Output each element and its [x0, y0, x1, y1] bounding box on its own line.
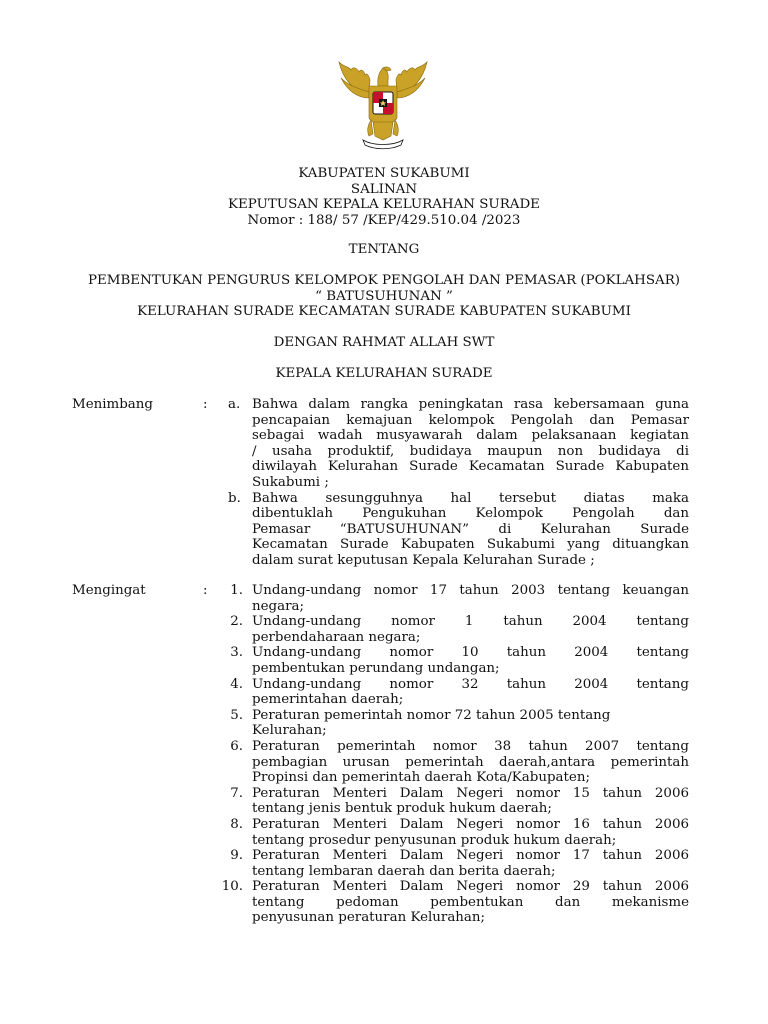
item-text — [252, 645, 689, 676]
item-text — [252, 786, 689, 817]
item-text — [252, 848, 689, 879]
text-line: pembentukan perundang undangan; — [252, 660, 500, 676]
item-marker: 1. — [230, 583, 243, 598]
text-line: pembagian urusan pemerintah daerah,antara pemerintah — [252, 754, 689, 770]
text-line: / usaha produktif, budidaya maupun non budidaya di — [252, 443, 689, 459]
text-line: pencapaian kemajuan kelompok Pengolah dan Pemasar — [252, 412, 689, 428]
item-text — [252, 817, 689, 848]
list-item — [0, 583, 768, 614]
text-line: dalam surat keputusan Kepala Kelurahan Surade ; — [252, 552, 595, 568]
text-line: tentang lembaran daerah dan berita daerah; — [252, 863, 556, 879]
kepala-heading: KEPALA KELURAHAN SURADE — [275, 366, 493, 381]
list-item — [0, 739, 768, 786]
text-line: pemerintahan daerah; — [252, 692, 404, 708]
header-decision-title: KEPUTUSAN KEPALA KELURAHAN SURADE — [228, 197, 540, 213]
item-text — [252, 583, 689, 614]
section-label: Menimbang — [72, 397, 153, 412]
text-line: negara; — [252, 598, 304, 614]
subject-line: “ BATUSUHUNAN ” — [315, 288, 453, 304]
text-line: Peraturan Menteri Dalam Negeri nomor 29 tahun 2006 — [252, 879, 689, 895]
text-line: tentang prosedur penyusunan produk hukum daerah; — [252, 832, 617, 848]
text-line: dibentuklah Pengukuhan Kelompok Pengolah dan — [252, 506, 689, 522]
item-marker: 4. — [230, 676, 243, 692]
list-item — [0, 879, 768, 926]
header-regency: KABUPATEN SUKABUMI — [298, 166, 470, 181]
list-item — [0, 817, 768, 848]
item-marker: a. — [228, 397, 241, 412]
item-text — [252, 739, 689, 786]
list-item — [0, 491, 768, 569]
text-line: tentang jenis bentuk produk hukum daerah; — [252, 801, 552, 817]
subject-line: KELURAHAN SURADE KECAMATAN SURADE KABUPATEN SUKABUMI — [137, 304, 631, 320]
item-text — [252, 677, 689, 708]
mengingat-section — [0, 583, 768, 926]
item-marker: 7. — [230, 785, 243, 801]
item-marker: 9. — [230, 848, 243, 864]
text-line: Peraturan pemerintah nomor 38 tahun 2007 tentang — [252, 738, 689, 754]
text-line: Pemasar “BATUSUHUNAN” di Kelurahan Surade — [252, 521, 689, 537]
list-item — [0, 848, 768, 879]
item-marker: 6. — [230, 738, 243, 754]
text-line: Undang-undang nomor 1 tahun 2004 tentang — [252, 614, 689, 630]
document-header — [0, 166, 768, 228]
text-line: Kecamatan Surade Kabupaten Sukabumi yang dituangkan — [252, 537, 689, 553]
item-text — [252, 879, 689, 926]
list-item — [0, 614, 768, 645]
text-line: tentang pedoman pembentukan dan mekanisme — [252, 894, 689, 910]
text-line: penyusunan peraturan Kelurahan; — [252, 910, 486, 926]
text-line: Undang-undang nomor 32 tahun 2004 tentang — [252, 676, 689, 692]
item-text — [252, 397, 689, 491]
text-line: diwilayah Kelurahan Surade Kecamatan Surade Kabupaten — [252, 459, 689, 475]
list-item — [0, 786, 768, 817]
item-marker: 2. — [230, 614, 243, 630]
list-item — [0, 677, 768, 708]
list-item — [0, 645, 768, 676]
text-line: Propinsi dan pemerintah daerah Kota/Kabupaten; — [252, 770, 590, 786]
text-line: sebagai wadah musyawarah dalam pelaksanaan kegiatan — [252, 428, 689, 444]
tentang-heading: TENTANG — [348, 242, 420, 257]
item-marker: b. — [228, 490, 241, 506]
decision-subject — [0, 273, 768, 320]
section-colon: : — [203, 397, 208, 412]
item-marker: 3. — [230, 645, 243, 661]
item-marker: 5. — [230, 707, 243, 723]
section-colon: : — [203, 583, 208, 598]
text-line: Kelurahan; — [252, 723, 327, 739]
text-line: perbendaharaan negara; — [252, 629, 421, 645]
text-line: Undang-undang nomor 17 tahun 2003 tentang keuangan — [252, 583, 689, 598]
text-line: Peraturan Menteri Dalam Negeri nomor 16 tahun 2006 — [252, 816, 689, 832]
text-line: Peraturan Menteri Dalam Negeri nomor 15 tahun 2006 — [252, 785, 689, 801]
item-text — [252, 614, 689, 645]
text-line: Bahwa sesungguhnya hal tersebut diatas maka — [252, 490, 689, 506]
item-text — [252, 491, 689, 569]
list-item — [0, 397, 768, 491]
text-line: Bahwa dalam rangka peningkatan rasa kebersamaan guna — [252, 397, 689, 412]
header-decision-number: Nomor : 188/ 57 /KEP/429.510.04 /2023 — [247, 212, 521, 228]
text-line: Peraturan pemerintah nomor 72 tahun 2005 tentang — [252, 707, 611, 723]
text-line: Peraturan Menteri Dalam Negeri nomor 17 tahun 2006 — [252, 848, 689, 864]
header-salinan: SALINAN — [350, 181, 418, 197]
section-label: Mengingat — [72, 583, 146, 598]
subject-line: PEMBENTUKAN PENGURUS KELOMPOK PENGOLAH DAN PEMASAR (POKLAHSAR) — [87, 273, 681, 288]
text-line: Undang-undang nomor 10 tahun 2004 tentang — [252, 645, 689, 661]
rahmat-heading: DENGAN RAHMAT ALLAH SWT — [273, 335, 495, 350]
menimbang-section — [0, 397, 768, 569]
garuda-emblem-icon — [333, 56, 433, 152]
item-marker: 10. — [221, 879, 243, 895]
item-text — [252, 708, 689, 739]
text-line: Sukabumi ; — [252, 474, 329, 490]
list-item — [0, 708, 768, 739]
item-marker: 8. — [230, 816, 243, 832]
